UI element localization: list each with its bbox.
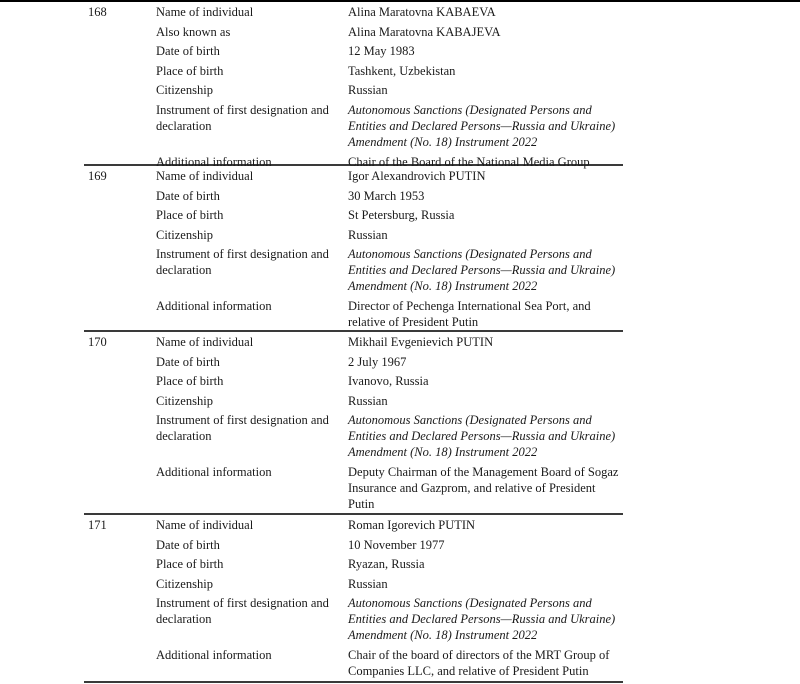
field-label: Citizenship xyxy=(156,576,213,591)
field-value: Russian xyxy=(348,576,388,591)
field-label: Name of individual xyxy=(156,335,254,349)
field-row xyxy=(84,554,623,574)
field-value: Mikhail Evgenievich PUTIN xyxy=(348,335,494,349)
field-label: Date of birth xyxy=(156,188,220,203)
field-row xyxy=(84,80,623,100)
field-label: Citizenship xyxy=(156,393,213,408)
field-value: 30 March 1953 xyxy=(348,188,425,203)
field-label: Place of birth xyxy=(156,208,224,222)
field-value: Alina Maratovna KABAJEVA xyxy=(348,24,501,39)
field-label: Name of individual xyxy=(156,169,254,183)
field-value: Ivanovo, Russia xyxy=(348,374,429,388)
field-label: Instrument of first designation and declaration xyxy=(156,247,329,277)
field-label: Place of birth xyxy=(156,63,224,78)
field-value: Ryazan, Russia xyxy=(348,557,425,571)
field-label: Instrument of first designation and declaration xyxy=(156,102,329,133)
field-row xyxy=(84,332,623,352)
field-row xyxy=(84,462,623,514)
field-row xyxy=(84,244,623,296)
entry-number: 168 xyxy=(88,5,107,19)
field-value: St Petersburg, Russia xyxy=(348,208,455,222)
field-row xyxy=(84,410,623,462)
field-label: Name of individual xyxy=(156,518,254,532)
field-value: Tashkent, Uzbekistan xyxy=(348,63,456,78)
field-value: Chair of the Board of the National Media Group xyxy=(348,154,590,169)
entry-170 xyxy=(84,332,623,515)
entry-169 xyxy=(84,166,623,332)
field-row xyxy=(84,225,623,245)
field-row xyxy=(84,391,623,411)
field-label: Citizenship xyxy=(156,83,213,97)
field-row xyxy=(84,22,623,42)
field-row xyxy=(84,186,623,206)
field-value: Autonomous Sanctions (Designated Persons and Entities and Declared Persons—Russia and Ukraine) Amendment (No. 18) Instrument 2022 xyxy=(348,413,616,459)
field-row xyxy=(84,61,623,81)
field-value: Chair of the board of directors of the MRT Group of Companies LLC, and relative of President Putin xyxy=(348,648,610,678)
field-value: 12 May 1983 xyxy=(348,44,415,58)
field-label: Instrument of first designation and declaration xyxy=(156,596,329,626)
field-value: Igor Alexandrovich PUTIN xyxy=(348,169,486,183)
field-value: Autonomous Sanctions (Designated Persons and Entities and Declared Persons—Russia and Ukraine) Amendment (No. 18) Instrument 2022 xyxy=(348,247,616,293)
entry-168 xyxy=(84,2,623,169)
field-row xyxy=(84,100,623,152)
field-value: Roman Igorevich PUTIN xyxy=(348,518,476,532)
field-label: Place of birth xyxy=(156,557,224,571)
field-label: Date of birth xyxy=(156,537,220,552)
field-row xyxy=(84,352,623,372)
field-row xyxy=(84,371,623,391)
field-value: 10 November 1977 xyxy=(348,537,445,552)
field-label: Additional information xyxy=(156,648,272,662)
field-value: Autonomous Sanctions (Designated Persons and Entities and Declared Persons—Russia and Ukraine) Amendment (No. 18) Instrument 2022 xyxy=(348,102,616,149)
field-row xyxy=(84,296,623,332)
field-label: Additional information xyxy=(156,465,272,479)
entry-number: 169 xyxy=(88,169,107,183)
field-value: Deputy Chairman of the Management Board of Sogaz Insurance and Gazprom, and relative of President Putin xyxy=(348,465,619,511)
field-label: Place of birth xyxy=(156,374,224,388)
field-value: Autonomous Sanctions (Designated Persons and Entities and Declared Persons—Russia and Ukraine) Amendment (No. 18) Instrument 2022 xyxy=(348,596,616,642)
field-row xyxy=(84,2,623,22)
field-value: Russian xyxy=(348,393,388,408)
sanctions-entries-table xyxy=(84,2,623,683)
field-row xyxy=(84,535,623,555)
field-value: Russian xyxy=(348,83,388,97)
field-label: Additional information xyxy=(156,154,272,169)
field-row xyxy=(84,593,623,645)
field-label: Also known as xyxy=(156,24,231,39)
field-row xyxy=(84,645,623,681)
entry-number: 170 xyxy=(88,335,107,349)
entry-number: 171 xyxy=(88,518,107,532)
field-value: Russian xyxy=(348,227,388,242)
field-row xyxy=(84,574,623,594)
field-label: Date of birth xyxy=(156,44,220,58)
entry-171 xyxy=(84,515,623,683)
field-value: 2 July 1967 xyxy=(348,354,407,369)
field-value: Director of Pechenga International Sea Port, and relative of President Putin xyxy=(348,299,591,329)
field-row xyxy=(84,205,623,225)
field-row xyxy=(84,515,623,535)
field-label: Instrument of first designation and declaration xyxy=(156,413,329,443)
field-label: Date of birth xyxy=(156,354,220,369)
field-value: Alina Maratovna KABAEVA xyxy=(348,5,496,19)
field-label: Citizenship xyxy=(156,227,213,242)
field-label: Name of individual xyxy=(156,5,254,19)
field-label: Additional information xyxy=(156,299,272,313)
field-row xyxy=(84,166,623,186)
field-row xyxy=(84,41,623,61)
